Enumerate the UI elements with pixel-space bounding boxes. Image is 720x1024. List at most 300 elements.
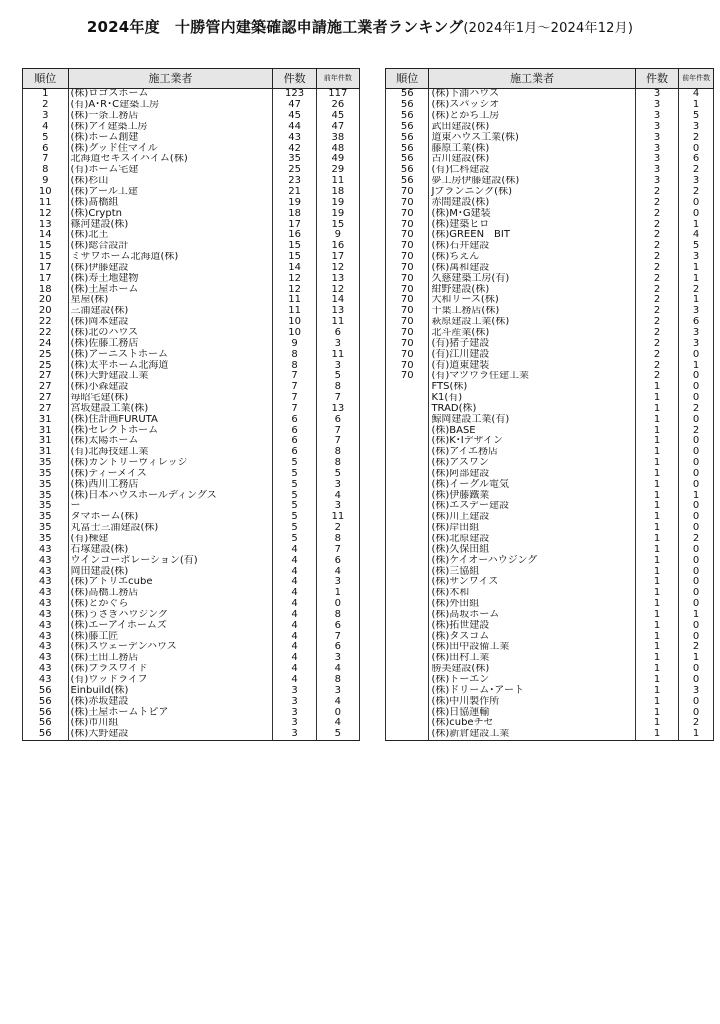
count-cell: 3 <box>635 111 678 122</box>
rank-cell: 70 <box>386 306 429 317</box>
company-name-cell: FTS(株) <box>429 382 635 393</box>
table-row <box>23 599 360 610</box>
table-row <box>386 371 714 382</box>
company-name-cell: (有)A･R･C建築工房 <box>68 100 273 111</box>
company-name-cell: (株)トーエン <box>429 675 635 686</box>
prev-count-cell: 0 <box>316 599 359 610</box>
count-cell: 5 <box>273 469 316 480</box>
prev-count-cell: 2 <box>679 534 714 545</box>
prev-count-cell: 6 <box>316 555 359 566</box>
count-cell: 4 <box>273 599 316 610</box>
table-row <box>23 469 360 480</box>
table-row <box>23 122 360 133</box>
count-cell: 4 <box>273 566 316 577</box>
table-row <box>386 707 714 718</box>
company-name-cell: (株)赤坂建設 <box>68 696 273 707</box>
company-name-cell: (株)エーアイホームズ <box>68 620 273 631</box>
table-header-row <box>23 69 360 89</box>
table-row <box>23 447 360 458</box>
rank-cell <box>386 403 429 414</box>
rank-cell: 70 <box>386 371 429 382</box>
prev-count-cell: 5 <box>316 729 359 740</box>
count-cell: 1 <box>635 447 678 458</box>
prev-count-cell: 0 <box>679 523 714 534</box>
rank-cell: 5 <box>23 132 69 143</box>
table-row <box>386 675 714 686</box>
table-row <box>386 447 714 458</box>
rank-cell: 70 <box>386 187 429 198</box>
prev-count-cell: 0 <box>679 447 714 458</box>
rank-cell: 70 <box>386 295 429 306</box>
prev-count-cell: 5 <box>679 111 714 122</box>
count-cell: 2 <box>635 306 678 317</box>
rank-cell <box>386 675 429 686</box>
prev-count-cell: 7 <box>316 436 359 447</box>
count-cell: 7 <box>273 393 316 404</box>
table-row <box>23 512 360 523</box>
table-row <box>386 490 714 501</box>
prev-count-cell: 4 <box>316 718 359 729</box>
count-cell: 15 <box>273 241 316 252</box>
prev-count-cell: 38 <box>316 132 359 143</box>
count-cell: 6 <box>273 447 316 458</box>
rank-cell <box>386 512 429 523</box>
table-row <box>23 154 360 165</box>
header-count: 件数 <box>635 69 678 89</box>
count-cell: 1 <box>635 534 678 545</box>
company-name-cell: (株)北原建設 <box>429 534 635 545</box>
rank-cell: 35 <box>23 534 69 545</box>
rank-cell: 43 <box>23 544 69 555</box>
company-name-cell: (株)高橋工務店 <box>68 588 273 599</box>
rank-cell: 56 <box>23 707 69 718</box>
count-cell: 1 <box>635 729 678 740</box>
company-name-cell: 藤原工業(株) <box>429 143 635 154</box>
count-cell: 4 <box>273 555 316 566</box>
rank-cell <box>386 490 429 501</box>
prev-count-cell: 5 <box>316 371 359 382</box>
table-row <box>23 317 360 328</box>
count-cell: 2 <box>635 197 678 208</box>
table-row <box>23 165 360 176</box>
table-row <box>386 631 714 642</box>
rank-cell <box>386 696 429 707</box>
count-cell: 1 <box>635 414 678 425</box>
rank-cell: 70 <box>386 219 429 230</box>
rank-cell: 43 <box>23 642 69 653</box>
count-cell: 2 <box>635 295 678 306</box>
prev-count-cell: 47 <box>316 122 359 133</box>
prev-count-cell: 8 <box>316 610 359 621</box>
count-cell: 2 <box>635 187 678 198</box>
company-name-cell: (株)スウェーデンハウス <box>68 642 273 653</box>
count-cell: 2 <box>635 360 678 371</box>
header-count: 件数 <box>273 69 316 89</box>
prev-count-cell: 0 <box>679 436 714 447</box>
rank-cell: 56 <box>386 89 429 100</box>
table-row <box>386 187 714 198</box>
prev-count-cell: 11 <box>316 317 359 328</box>
table-row <box>386 642 714 653</box>
count-cell: 14 <box>273 263 316 274</box>
company-name-cell: (株)中川製作所 <box>429 696 635 707</box>
prev-count-cell: 2 <box>679 165 714 176</box>
rank-cell <box>386 685 429 696</box>
company-name-cell: (株)GREEN BIT <box>429 230 635 241</box>
count-cell: 11 <box>273 295 316 306</box>
prev-count-cell: 8 <box>316 458 359 469</box>
table-row <box>386 197 714 208</box>
prev-count-cell: 2 <box>679 403 714 414</box>
rank-cell: 56 <box>386 165 429 176</box>
count-cell: 16 <box>273 230 316 241</box>
count-cell: 5 <box>273 479 316 490</box>
rank-cell: 13 <box>23 219 69 230</box>
rank-cell: 27 <box>23 403 69 414</box>
count-cell: 15 <box>273 252 316 263</box>
rank-cell <box>386 436 429 447</box>
rank-cell: 12 <box>23 208 69 219</box>
company-name-cell: (株)セレクトホーム <box>68 425 273 436</box>
count-cell: 1 <box>635 523 678 534</box>
header-name: 施工業者 <box>68 69 273 89</box>
count-cell: 10 <box>273 317 316 328</box>
company-name-cell: ウインコーポレーション(有) <box>68 555 273 566</box>
company-name-cell: (株)アール工建 <box>68 187 273 198</box>
table-row <box>386 132 714 143</box>
rank-cell <box>386 599 429 610</box>
rank-cell: 70 <box>386 208 429 219</box>
count-cell: 1 <box>635 458 678 469</box>
company-name-cell: 石塚建設(株) <box>68 544 273 555</box>
table-row <box>23 685 360 696</box>
company-name-cell: (株)アトリエcube <box>68 577 273 588</box>
table-row <box>386 111 714 122</box>
company-name-cell: (株)田中設備工業 <box>429 642 635 653</box>
rank-cell: 56 <box>386 154 429 165</box>
header-rank: 順位 <box>386 69 429 89</box>
prev-count-cell: 2 <box>679 284 714 295</box>
rank-cell: 43 <box>23 653 69 664</box>
prev-count-cell: 0 <box>679 393 714 404</box>
prev-count-cell: 0 <box>679 458 714 469</box>
rank-cell: 25 <box>23 360 69 371</box>
table-row <box>23 534 360 545</box>
table-row <box>386 620 714 631</box>
company-name-cell: 大和リース(株) <box>429 295 635 306</box>
prev-count-cell: 2 <box>316 523 359 534</box>
company-name-cell: (株)スパッシオ <box>429 100 635 111</box>
count-cell: 5 <box>273 490 316 501</box>
prev-count-cell: 4 <box>316 664 359 675</box>
count-cell: 2 <box>635 349 678 360</box>
table-row <box>23 403 360 414</box>
company-name-cell: 丸富士三浦建設(株) <box>68 523 273 534</box>
table-row <box>386 664 714 675</box>
prev-count-cell: 2 <box>679 187 714 198</box>
rank-cell: 1 <box>23 89 69 100</box>
count-cell: 1 <box>635 675 678 686</box>
rank-cell: 43 <box>23 610 69 621</box>
prev-count-cell: 5 <box>679 241 714 252</box>
table-row <box>386 403 714 414</box>
prev-count-cell: 0 <box>679 197 714 208</box>
count-cell: 1 <box>635 599 678 610</box>
table-row <box>23 718 360 729</box>
prev-count-cell: 11 <box>316 512 359 523</box>
prev-count-cell: 3 <box>679 122 714 133</box>
company-name-cell: K1(有) <box>429 393 635 404</box>
rank-cell: 2 <box>23 100 69 111</box>
rank-cell <box>386 469 429 480</box>
rank-cell: 43 <box>23 675 69 686</box>
company-name-cell: ミサワホーム北海道(株) <box>68 252 273 263</box>
company-name-cell: タマホーム(株) <box>68 512 273 523</box>
count-cell: 2 <box>635 230 678 241</box>
table-row <box>23 338 360 349</box>
count-cell: 4 <box>273 631 316 642</box>
company-name-cell: (株)M･G建装 <box>429 208 635 219</box>
rank-cell: 70 <box>386 263 429 274</box>
table-row <box>23 675 360 686</box>
rank-cell <box>386 458 429 469</box>
company-name-cell: (株)グッド住マイル <box>68 143 273 154</box>
rank-cell: 56 <box>23 696 69 707</box>
count-cell: 10 <box>273 328 316 339</box>
rank-cell <box>386 620 429 631</box>
count-cell: 4 <box>273 675 316 686</box>
prev-count-cell: 3 <box>316 577 359 588</box>
table-row <box>386 729 714 740</box>
count-cell: 4 <box>273 653 316 664</box>
company-name-cell: (株)K･Iデザイン <box>429 436 635 447</box>
table-row <box>23 544 360 555</box>
rank-cell: 70 <box>386 197 429 208</box>
ranking-table-right <box>385 68 714 741</box>
header-rank: 順位 <box>23 69 69 89</box>
count-cell: 5 <box>273 534 316 545</box>
prev-count-cell: 1 <box>679 100 714 111</box>
table-row <box>386 382 714 393</box>
count-cell: 7 <box>273 382 316 393</box>
count-cell: 44 <box>273 122 316 133</box>
count-cell: 1 <box>635 685 678 696</box>
table-row <box>23 393 360 404</box>
count-cell: 1 <box>635 512 678 523</box>
rank-cell: 70 <box>386 273 429 284</box>
table-row <box>386 165 714 176</box>
company-name-cell: 道東ハウス工業(株) <box>429 132 635 143</box>
rank-cell: 27 <box>23 371 69 382</box>
prev-count-cell: 1 <box>316 588 359 599</box>
company-name-cell: ー <box>68 501 273 512</box>
count-cell: 1 <box>635 555 678 566</box>
prev-count-cell: 12 <box>316 284 359 295</box>
company-name-cell: (株)ケイオーハウジング <box>429 555 635 566</box>
header-prev: 前年件数 <box>679 69 714 89</box>
table-row <box>23 187 360 198</box>
company-name-cell: (株)建築ヒロ <box>429 219 635 230</box>
company-name-cell: (有)マツウラ住建工業 <box>429 371 635 382</box>
company-name-cell: 紺野建設(株) <box>429 284 635 295</box>
rank-cell <box>386 393 429 404</box>
prev-count-cell: 0 <box>679 599 714 610</box>
rank-cell <box>386 729 429 740</box>
count-cell: 2 <box>635 284 678 295</box>
company-name-cell: (株)住計画FURUTA <box>68 414 273 425</box>
company-name-cell: (株)BASE <box>429 425 635 436</box>
table-row <box>23 284 360 295</box>
prev-count-cell: 9 <box>316 230 359 241</box>
table-row <box>23 653 360 664</box>
rank-cell: 27 <box>23 382 69 393</box>
rank-cell <box>386 718 429 729</box>
prev-count-cell: 19 <box>316 208 359 219</box>
table-row <box>386 696 714 707</box>
rank-cell: 31 <box>23 447 69 458</box>
prev-count-cell: 1 <box>679 610 714 621</box>
company-name-cell: (株)新倉建設工業 <box>429 729 635 740</box>
count-cell: 12 <box>273 284 316 295</box>
rank-cell: 31 <box>23 414 69 425</box>
rank-cell: 35 <box>23 490 69 501</box>
count-cell: 21 <box>273 187 316 198</box>
company-name-cell: (株)北王 <box>68 230 273 241</box>
table-row <box>386 273 714 284</box>
prev-count-cell: 3 <box>679 176 714 187</box>
table-row <box>386 349 714 360</box>
count-cell: 3 <box>635 154 678 165</box>
count-cell: 47 <box>273 100 316 111</box>
prev-count-cell: 7 <box>316 631 359 642</box>
prev-count-cell: 18 <box>316 187 359 198</box>
rank-cell: 35 <box>23 512 69 523</box>
prev-count-cell: 3 <box>316 360 359 371</box>
company-name-cell: (株)アスワン <box>429 458 635 469</box>
table-row <box>386 501 714 512</box>
count-cell: 23 <box>273 176 316 187</box>
prev-count-cell: 26 <box>316 100 359 111</box>
rank-cell: 17 <box>23 273 69 284</box>
table-row <box>386 534 714 545</box>
prev-count-cell: 5 <box>316 469 359 480</box>
company-name-cell: (株)伊藤建設 <box>68 263 273 274</box>
company-name-cell: (株)下浦ハウス <box>429 89 635 100</box>
company-name-cell: (株)佐藤工務店 <box>68 338 273 349</box>
table-row <box>23 588 360 599</box>
table-row <box>23 631 360 642</box>
rank-cell: 70 <box>386 241 429 252</box>
ranking-body-right <box>386 89 714 741</box>
count-cell: 3 <box>635 132 678 143</box>
table-row <box>386 425 714 436</box>
table-row <box>23 523 360 534</box>
prev-count-cell: 16 <box>316 241 359 252</box>
rank-cell: 43 <box>23 555 69 566</box>
count-cell: 5 <box>273 523 316 534</box>
prev-count-cell: 6 <box>316 620 359 631</box>
prev-count-cell: 3 <box>316 501 359 512</box>
company-name-cell: 篠河建設(株) <box>68 219 273 230</box>
header-name: 施工業者 <box>429 69 635 89</box>
rank-cell: 18 <box>23 284 69 295</box>
company-name-cell: (株)北のハウス <box>68 328 273 339</box>
company-name-cell: 毎昭宅建(株) <box>68 393 273 404</box>
count-cell: 19 <box>273 197 316 208</box>
table-row <box>23 414 360 425</box>
rank-cell: 70 <box>386 338 429 349</box>
prev-count-cell: 0 <box>679 664 714 675</box>
company-name-cell: (有)棟建 <box>68 534 273 545</box>
table-row <box>386 89 714 100</box>
rank-cell: 43 <box>23 620 69 631</box>
company-name-cell: (株)イーグル電気 <box>429 479 635 490</box>
company-name-cell: 勝美建設(株) <box>429 664 635 675</box>
company-name-cell: (株)とかぐら <box>68 599 273 610</box>
count-cell: 2 <box>635 317 678 328</box>
rank-cell: 22 <box>23 317 69 328</box>
prev-count-cell: 0 <box>679 588 714 599</box>
rank-cell: 35 <box>23 479 69 490</box>
table-row <box>23 371 360 382</box>
rank-cell: 35 <box>23 458 69 469</box>
table-row <box>23 252 360 263</box>
company-name-cell: (株)外田組 <box>429 599 635 610</box>
table-row <box>23 610 360 621</box>
count-cell: 2 <box>635 241 678 252</box>
prev-count-cell: 4 <box>316 490 359 501</box>
company-name-cell: (有)江川建設 <box>429 349 635 360</box>
count-cell: 1 <box>635 577 678 588</box>
company-name-cell: (株)太陽ホーム <box>68 436 273 447</box>
prev-count-cell: 48 <box>316 143 359 154</box>
prev-count-cell: 13 <box>316 403 359 414</box>
prev-count-cell: 0 <box>679 577 714 588</box>
prev-count-cell: 1 <box>679 219 714 230</box>
rank-cell: 43 <box>23 588 69 599</box>
table-row <box>23 197 360 208</box>
table-row <box>386 414 714 425</box>
prev-count-cell: 19 <box>316 197 359 208</box>
rank-cell: 11 <box>23 197 69 208</box>
table-row <box>386 469 714 480</box>
table-row <box>386 176 714 187</box>
table-row <box>386 360 714 371</box>
count-cell: 42 <box>273 143 316 154</box>
company-name-cell: (株)ブラスワイド <box>68 664 273 675</box>
table-row <box>23 577 360 588</box>
count-cell: 3 <box>635 89 678 100</box>
prev-count-cell: 14 <box>316 295 359 306</box>
ranking-table-left <box>22 68 360 741</box>
company-name-cell: (株)天野建設工業 <box>68 371 273 382</box>
company-name-cell: (株)日協運輸 <box>429 707 635 718</box>
table-row <box>23 219 360 230</box>
prev-count-cell: 6 <box>679 154 714 165</box>
count-cell: 1 <box>635 566 678 577</box>
rank-cell: 56 <box>386 122 429 133</box>
rank-cell: 43 <box>23 566 69 577</box>
prev-count-cell: 4 <box>316 566 359 577</box>
count-cell: 2 <box>635 219 678 230</box>
prev-count-cell: 12 <box>316 263 359 274</box>
count-cell: 3 <box>635 100 678 111</box>
rank-cell: 56 <box>386 100 429 111</box>
rank-cell <box>386 534 429 545</box>
rank-cell: 35 <box>23 501 69 512</box>
prev-count-cell: 13 <box>316 306 359 317</box>
company-name-cell: (株)髙橋組 <box>68 197 273 208</box>
